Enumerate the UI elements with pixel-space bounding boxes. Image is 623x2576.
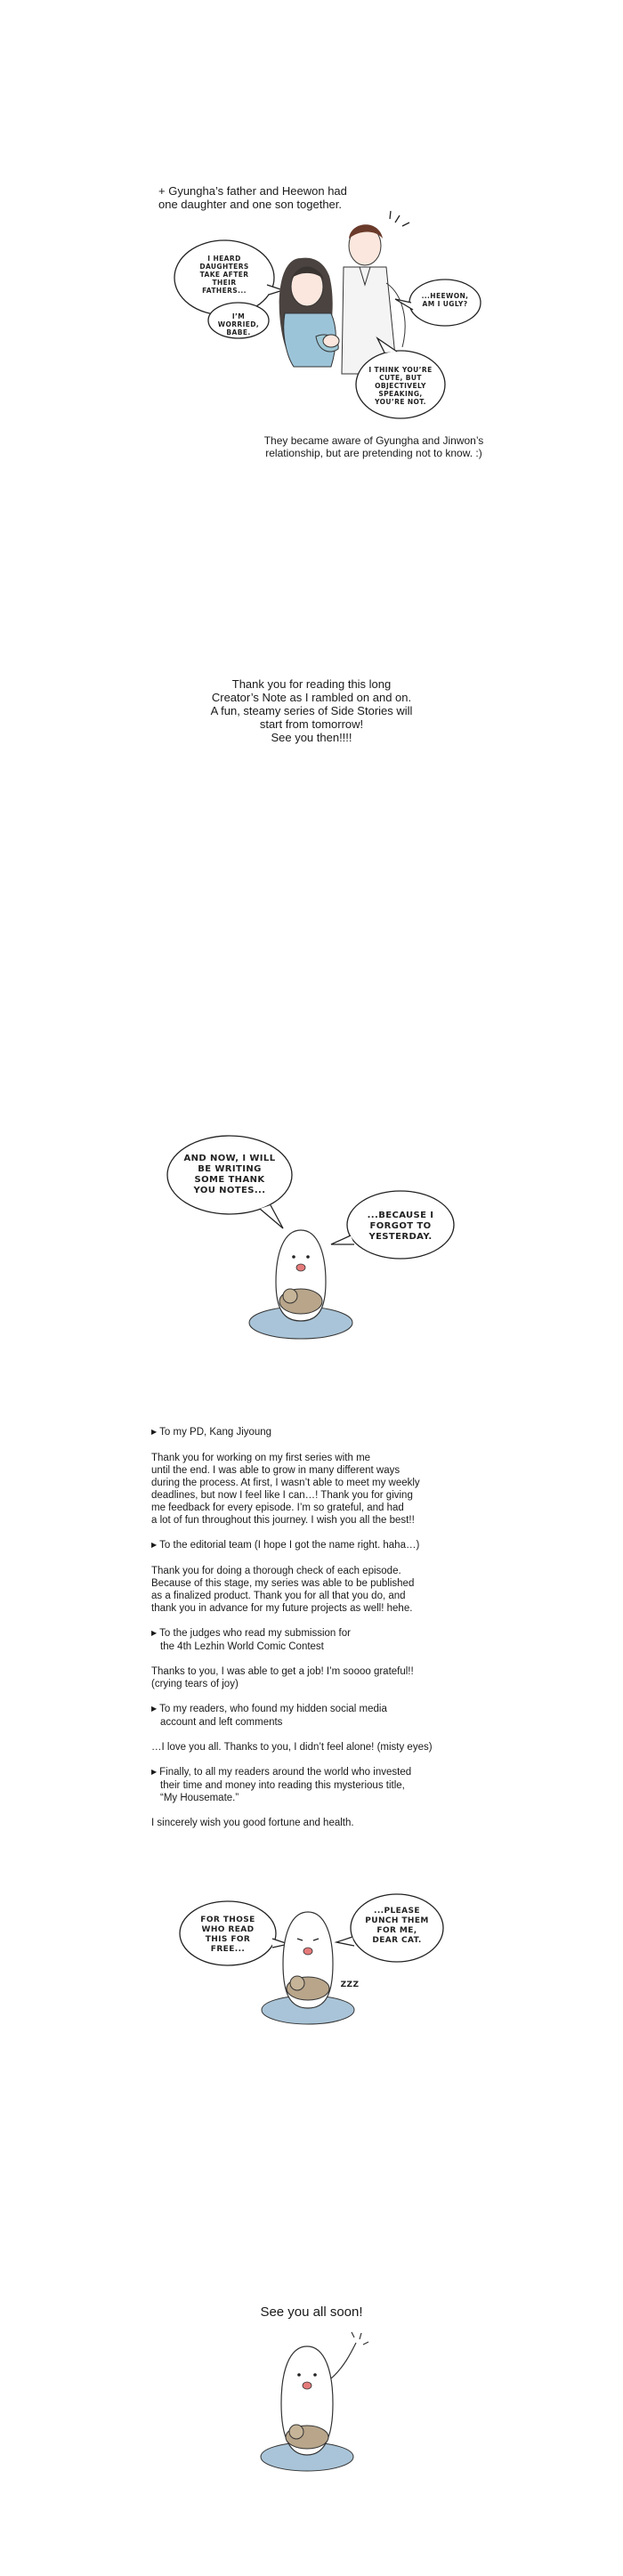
world-heading-3: “My Housemate.” [160, 1793, 239, 1803]
readers-heading-1: ▶ To my readers, who found my hidden social media [151, 1703, 472, 1716]
judges-heading-1: ▶ To the judges who read my submission for [151, 1627, 472, 1640]
panel3-bubble-left: FOR THOSE WHO READ THIS FOR FREE... [200, 1916, 255, 1954]
editorial-heading: ▶ To the editorial team (I hope I got the name right. haha…) [151, 1539, 472, 1552]
pd-heading: ▶ To my PD, Kang Jiyoung [151, 1426, 472, 1439]
readers-body: …I love you all. Thanks to you, I didn’t feel alone! (misty eyes) [151, 1742, 433, 1753]
panel3-bubble-right: ...PLEASE PUNCH THEM FOR ME, DEAR CAT. [365, 1907, 429, 1945]
readers-heading-2: account and left comments [160, 1717, 283, 1728]
panel2-bubble-right: ...BECAUSE I FORGOT TO YESTERDAY. [367, 1211, 434, 1242]
editorial-body-1: Thank you for doing a thorough check of each episode. [151, 1566, 401, 1576]
caption-line-2: relationship, but are pretending not to know. :) [265, 447, 482, 459]
world-heading-2: their time and money into reading this mysterious title, [160, 1780, 405, 1791]
thanks-line-5: See you then!!!! [271, 731, 352, 744]
thanks-line-4: start from tomorrow! [259, 717, 364, 731]
judges-heading-2: the 4th Lezhin World Comic Contest [160, 1641, 324, 1652]
world-heading-1: ▶ Finally, to all my readers around the world who invested [151, 1766, 472, 1779]
pd-body-4: deadlines, but now I feel like I can…! Thank you for giving [151, 1490, 413, 1501]
closing-line: I sincerely wish you good fortune and health. [151, 1818, 354, 1828]
panel2-bubble-left: AND NOW, I WILL BE WRITING SOME THANK YOU NOTES... [183, 1154, 276, 1195]
caption-line-1: They became aware of Gyungha and Jinwon’s [263, 434, 484, 447]
thanks-line-3: A fun, steamy series of Side Stories will [210, 704, 413, 717]
pd-body-2: until the end. I was able to grow in many different ways [151, 1465, 400, 1476]
thanks-line-2: Creator’s Note as I rambled on and on. [211, 691, 412, 704]
editorial-body-3: as a finalized product. Thank you for all that you do, and [151, 1591, 406, 1601]
judges-body-1: Thanks to you, I was able to get a job! I’m soooo grateful!! [151, 1666, 414, 1677]
pd-body-1: Thank you for working on my first series with me [151, 1453, 371, 1463]
pd-body-6: a lot of fun throughout this journey. I wish you all the best!! [151, 1515, 415, 1526]
judges-body-2: (crying tears of joy) [151, 1679, 239, 1689]
bubble-right-top: ...HEEWON, AM I UGLY? [421, 292, 469, 308]
panel3-sfx: ZZZ [340, 1981, 360, 1989]
farewell-text: See you all soon! [260, 2305, 363, 2320]
intro-line-2: one daughter and one son together. [158, 198, 343, 211]
bubble-right-bottom: I THINK YOU’RE CUTE, BUT OBJECTIVELY SPEAKING, YOU’RE NOT. [368, 366, 433, 406]
editorial-body-2: Because of this stage, my series was able to be published [151, 1578, 415, 1589]
pd-body-5: me feedback for every episode. I’m so grateful, and had [151, 1503, 404, 1513]
pd-body-3: during the process. At first, I wasn’t able to meet my weekly [151, 1478, 420, 1488]
bubble-left-2: I’M WORRIED, BABE. [217, 312, 260, 336]
editorial-body-4: thank you in advance for my future projects as well! hehe. [151, 1603, 413, 1614]
bubble-left-1: I HEARD DAUGHTERS TAKE AFTER THEIR FATHERS... [199, 255, 249, 295]
intro-line-1: + Gyungha’s father and Heewon had [158, 184, 347, 198]
thanks-line-1: Thank you for reading this long [231, 677, 392, 691]
